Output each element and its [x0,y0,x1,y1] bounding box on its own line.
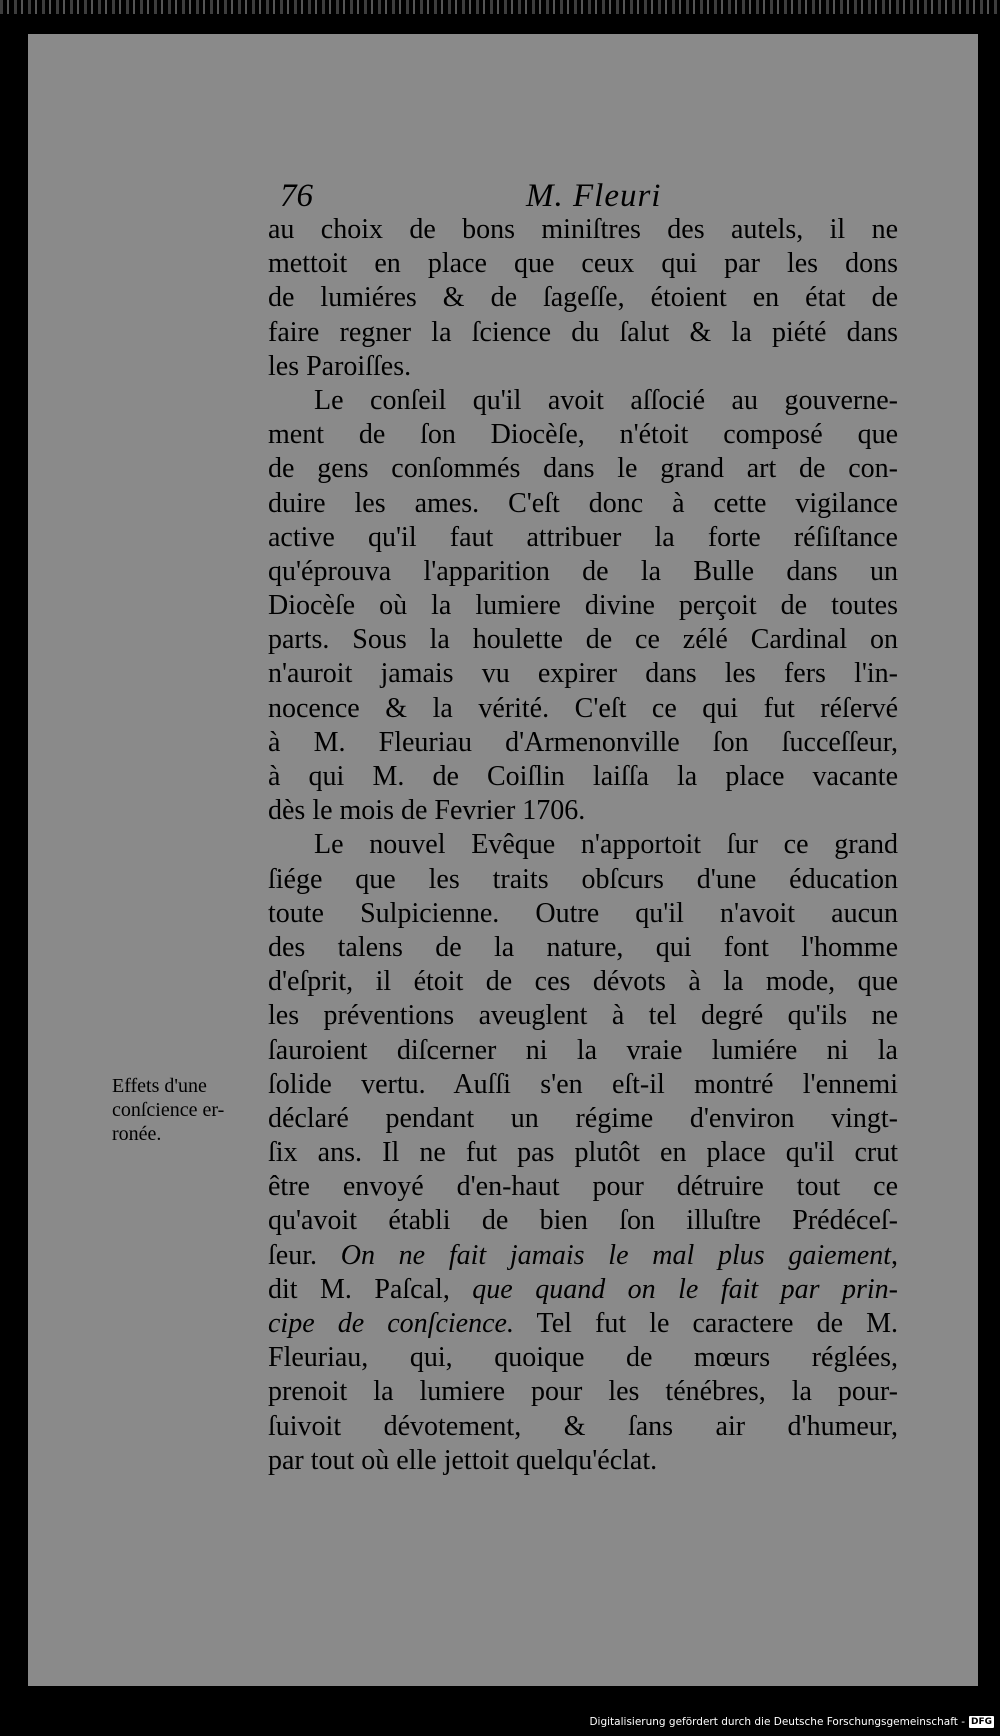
page-number: 76 [280,178,313,214]
running-head: M. Fleuri [526,178,662,214]
text-line: parts. Sous la houlette de ce zélé Cardinal on [268,624,898,656]
text-line: de lumiéres & de ſageſſe, étoient en état de [268,282,898,314]
dfg-logo: DFG [970,1717,992,1727]
text-line: Fleuriau, qui, quoique de mœurs réglées, [268,1342,898,1374]
digitization-footer [589,1714,994,1730]
text-line: de gens conſommés dans le grand art de con- [268,453,898,485]
text-line: être envoyé d'en-haut pour détruire tout ce [268,1171,898,1203]
margin-note-line: Effets d'une [112,1075,207,1097]
italic-quote: cipe de conſcience. [268,1308,514,1339]
text-line: ſix ans. Il ne fut pas plutôt en place qu'il crut [268,1137,898,1169]
text-line: par tout où elle jettoit quelqu'éclat. [268,1444,658,1476]
page-top-edge [0,0,1000,14]
text-line: toute Sulpicienne. Outre qu'il n'avoit aucun [268,897,898,929]
text-line: qu'avoit établi de bien ſon illuſtre Prédéceſ- [268,1205,898,1237]
line-start: ſeur. [268,1239,317,1271]
body-text [268,213,898,1478]
line-start: dit M. Paſcal, [268,1273,473,1305]
margin-note-line: ronée. [112,1123,162,1145]
text-line: prenoit la lumiere pour les ténébres, la pour- [268,1376,898,1408]
text-line: ſolide vertu. Auſſi s'en eſt-il montré l'ennemi [268,1068,898,1100]
text-line: d'eſprit, il étoit de ces dévots à la mode, que [268,966,898,998]
text-line: nocence & la vérité. C'eſt ce qui fut réſervé [268,692,898,724]
text-line: ſiége que les traits obſcurs d'une éducation [268,863,898,895]
text-line: des talens de la nature, qui font l'homme [268,931,898,963]
line-end: , [891,1239,898,1271]
italic-quote: que quand on le fait par prin- [472,1273,898,1305]
text-line: Diocèſe où la lumiere divine perçoit de toutes [268,590,898,622]
text-line: les préventions aveuglent à tel degré qu'ils ne [268,1000,898,1032]
margin-note [112,1074,262,1146]
text-line: active qu'il faut attribuer la forte réſiſtance [268,521,898,553]
text-line [268,1239,898,1273]
text-line: à M. Fleuriau d'Armenonville ſon ſucceſſeur, [268,726,898,758]
text-line: qu'éprouva l'apparition de la Bulle dans un [268,555,898,587]
text-line: Le conſeil qu'il avoit aſſocié au gouverne- [314,384,898,416]
text-line: au choix de bons miniſtres des autels, il ne [268,214,898,245]
text-line: faire regner la ſcience du ſalut & la piété dans [268,316,898,348]
line-end: Tel fut le caractere de M. [513,1308,898,1339]
text-line: ſauroient diſcerner ni la vraie lumiére ni la [268,1034,898,1066]
text-line: à qui M. de Coiſlin laiſſa la place vacante [268,761,898,792]
margin-note-line: conſcience er- [112,1099,225,1121]
text-line: mettoit en place que ceux qui par les dons [268,248,898,280]
text-line: ſuivoit dévotement, & ſans air d'humeur, [268,1410,898,1442]
footer-text: Digitalisierung gefördert durch die Deutsche Forschungsgemeinschaft - [589,1716,965,1728]
text-line: dès le mois de Fevrier 1706. [268,795,586,827]
text-line: ment de ſon Diocèſe, n'étoit composé que [268,419,898,451]
text-line: Le nouvel Evêque n'apportoit ſur ce grand [314,829,898,861]
text-line [268,1307,898,1341]
text-line: duire les ames. C'eſt donc à cette vigilance [268,487,898,519]
text-line [268,1273,898,1307]
text-line: n'auroit jamais vu expirer dans les fers l'in- [268,658,898,690]
page-header [280,178,892,218]
italic-quote: On ne fait jamais le mal plus gaiement [340,1239,891,1271]
text-line: déclaré pendant un régime d'environ vingt- [268,1102,898,1134]
text-line: les Paroiſſes. [268,350,412,382]
